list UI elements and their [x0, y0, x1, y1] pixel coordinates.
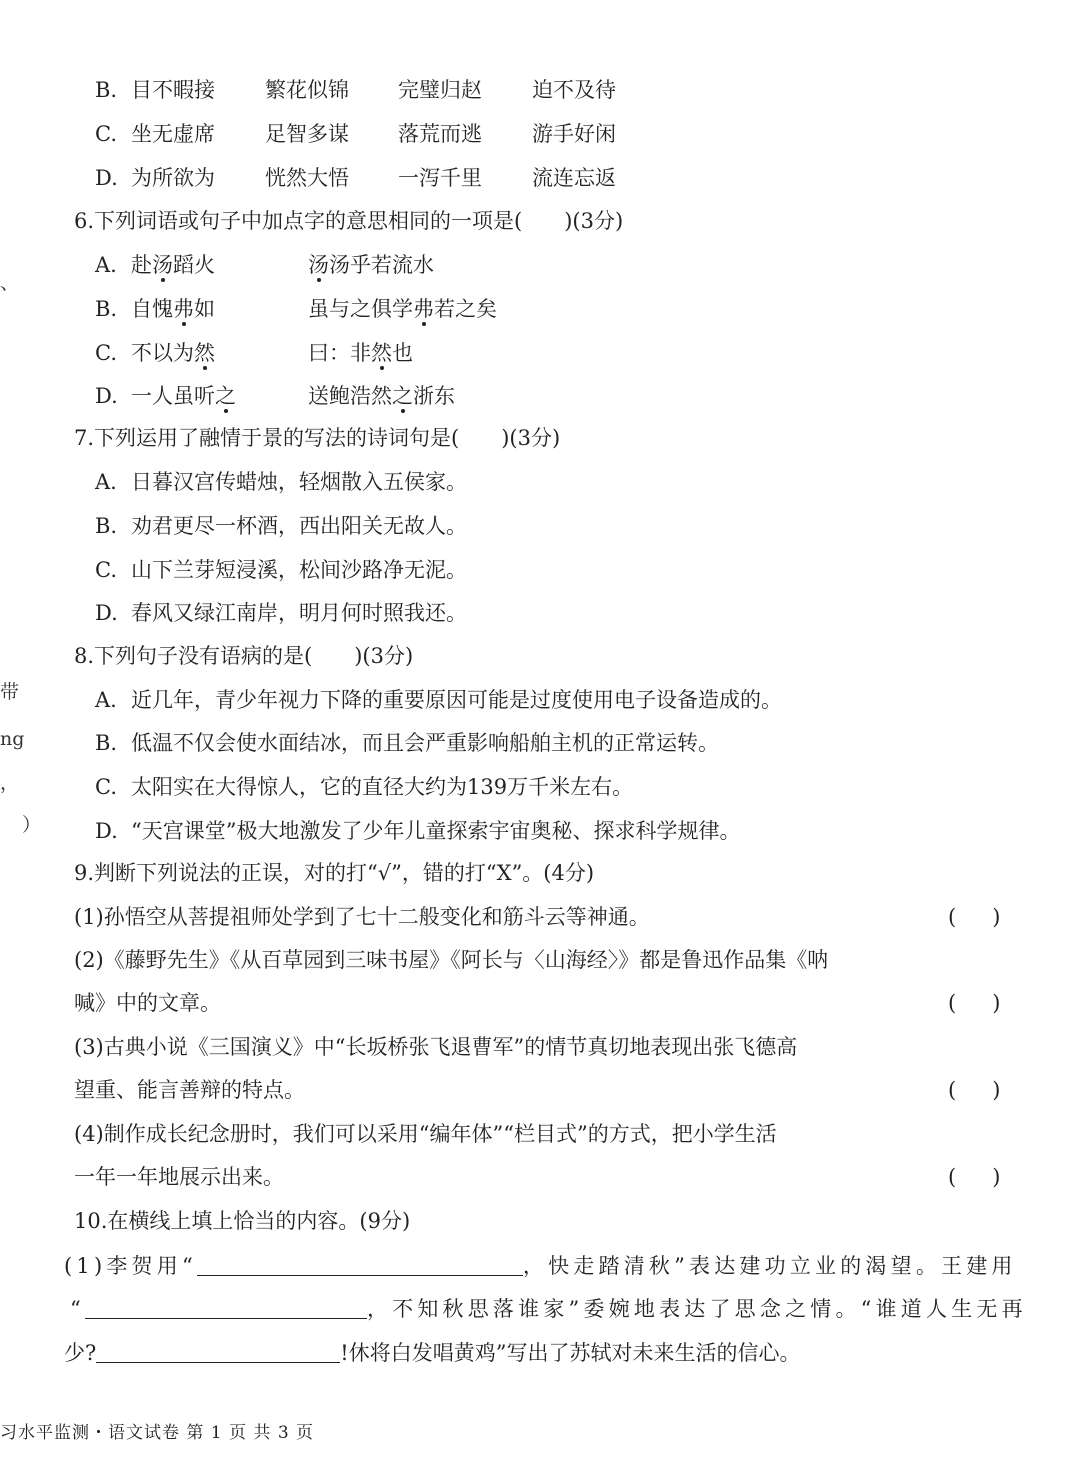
dotted-char: 弗	[413, 297, 434, 321]
option-label: B.	[95, 514, 118, 538]
option-word: 恍然大悟	[265, 166, 349, 190]
dotted-char: 然	[371, 341, 392, 365]
option-word: 落荒而逃	[398, 122, 482, 146]
text: “	[70, 1297, 85, 1321]
text: 不以为	[131, 341, 194, 365]
paren-close: )	[992, 1165, 1001, 1189]
q9-item-2-line-1: (2)《藤野先生》《从百草园到三味书屋》《阿长与〈山海经〉》都是鲁迅作品集《呐	[74, 948, 829, 972]
option-label: A.	[95, 688, 117, 712]
margin-fragment: 、	[0, 272, 20, 294]
text: 一人虽听	[131, 384, 215, 408]
q7-stem: 7.下列运用了融情于景的写法的诗词句是( )(3分)	[74, 426, 561, 450]
option-label: B.	[95, 297, 118, 321]
margin-fragment: ng	[0, 728, 25, 750]
option-label: C.	[95, 558, 117, 582]
paren-open: (	[948, 1078, 957, 1102]
q9-item-4-line-2: 一年一年地展示出来。	[74, 1165, 284, 1189]
q7-option-b	[95, 516, 467, 537]
option-word: 足智多谋	[265, 122, 349, 146]
q7-option-d	[95, 603, 467, 624]
q9-item-2-line-2: 喊》中的文章。	[74, 991, 221, 1015]
option-label: C.	[95, 775, 117, 799]
paren-close: )	[992, 1078, 1001, 1102]
q5-option-d	[95, 168, 215, 189]
dotted-char: 之	[215, 384, 236, 408]
option-word: 繁花似锦	[265, 78, 349, 102]
q6-option-d-right	[308, 386, 455, 407]
q6-option-b	[95, 299, 215, 320]
answer-paren[interactable]	[948, 1167, 1000, 1188]
q6-option-c-right	[308, 343, 413, 364]
dotted-char: 然	[194, 341, 215, 365]
fill-blank[interactable]	[197, 1255, 523, 1276]
dotted-char: 汤	[152, 253, 173, 277]
dotted-char: 弗	[173, 297, 194, 321]
option-label: D.	[95, 384, 118, 408]
option-text: 低温不仅会使水面结冰，而且会严重影响船舶主机的正常运转。	[131, 731, 719, 755]
text: 蹈火	[173, 253, 215, 277]
option-word: 目不暇接	[131, 78, 215, 102]
option-label: B.	[95, 731, 118, 755]
option-word: 完璧归赵	[398, 78, 482, 102]
option-word: 游手好闲	[532, 122, 616, 146]
q6-option-c	[95, 343, 215, 364]
option-label: C.	[95, 122, 117, 146]
q6-option-a	[95, 255, 215, 276]
option-word: 一泻千里	[398, 166, 482, 190]
option-label: B.	[95, 78, 118, 102]
text: 若之矣	[434, 297, 497, 321]
fill-blank[interactable]	[85, 1298, 367, 1319]
option-label: A.	[95, 470, 117, 494]
q8-option-d	[95, 821, 740, 842]
option-label: D.	[95, 819, 118, 843]
margin-fragment: ，	[0, 772, 20, 794]
q8-stem: 8.下列句子没有语病的是( )(3分)	[74, 644, 414, 668]
option-text: 日暮汉宫传蜡烛，轻烟散入五侯家。	[131, 470, 467, 494]
text: 少?	[64, 1341, 97, 1365]
option-text: 太阳实在大得惊人，它的直径大约为139万千米左右。	[131, 775, 634, 799]
q10-line-3	[64, 1342, 800, 1364]
option-text: 山下兰芽短浸溪，松间沙路净无泥。	[131, 558, 467, 582]
q5-option-b	[95, 80, 215, 101]
q6-option-b-right	[308, 299, 497, 320]
q7-option-c	[95, 560, 467, 581]
text: 送鲍浩然	[308, 384, 392, 408]
text: !休将白发唱黄鸡”写出了苏轼对未来生活的信心。	[340, 1341, 801, 1365]
text: 浙东	[413, 384, 455, 408]
text: 也	[392, 341, 413, 365]
paren-close: )	[992, 991, 1001, 1015]
q8-option-b	[95, 733, 719, 754]
text: 虽与之俱学	[308, 297, 413, 321]
margin-fragment: ）	[22, 814, 42, 836]
margin-fragment: 带	[0, 681, 20, 703]
paren-open: (	[948, 1165, 957, 1189]
text: 汤乎若流水	[329, 253, 434, 277]
text: 赴	[131, 253, 152, 277]
option-text: 近几年，青少年视力下降的重要原因可能是过度使用电子设备造成的。	[131, 688, 782, 712]
q6-option-d	[95, 386, 236, 407]
q10-stem: 10.在横线上填上恰当的内容。(9分)	[74, 1209, 411, 1233]
dotted-char: 之	[392, 384, 413, 408]
option-word: 为所欲为	[131, 166, 215, 190]
option-label: D.	[95, 601, 118, 625]
paren-open: (	[948, 991, 957, 1015]
q10-line-1	[64, 1255, 1017, 1277]
paren-close: )	[992, 905, 1001, 929]
answer-paren[interactable]	[948, 1080, 1000, 1101]
q8-option-c	[95, 777, 633, 798]
option-label: A.	[95, 253, 117, 277]
text: 曰：非	[308, 341, 371, 365]
option-label: D.	[95, 166, 118, 190]
dotted-char: 汤	[308, 253, 329, 277]
answer-paren[interactable]	[948, 993, 1000, 1014]
q9-item-3-line-2: 望重、能言善辩的特点。	[74, 1078, 305, 1102]
q5-option-c	[95, 124, 215, 145]
q9-item-1: (1)孙悟空从菩提祖师处学到了七十二般变化和筋斗云等神通。	[74, 905, 650, 929]
option-word: 迫不及待	[532, 78, 616, 102]
option-text: 劝君更尽一杯酒，西出阳关无故人。	[131, 514, 467, 538]
text: (1)李贺用“	[64, 1254, 197, 1278]
text: ，快走踏清秋”表达建功立业的渴望。王建用	[522, 1254, 1017, 1278]
paren-open: (	[948, 905, 957, 929]
text: 自愧	[131, 297, 173, 321]
q7-option-a	[95, 472, 467, 493]
text: ，不知秋思落谁家”委婉地表达了思念之情。“谁道人生无再	[366, 1297, 1027, 1321]
option-word: 流连忘返	[532, 166, 616, 190]
text: 如	[194, 297, 215, 321]
option-text: “天宫课堂”极大地激发了少年儿童探索宇宙奥秘、探求科学规律。	[131, 819, 741, 843]
q10-line-2	[70, 1298, 1027, 1320]
option-label: C.	[95, 341, 117, 365]
q9-stem: 9.判断下列说法的正误，对的打“√”，错的打“X”。(4分)	[74, 861, 595, 885]
q9-item-3-line-1: (3)古典小说《三国演义》中“长坂桥张飞退曹军”的情节真切地表现出张飞德高	[74, 1035, 798, 1059]
page-footer: 习水平监测・语文试卷 第 1 页 共 3 页	[0, 1423, 315, 1443]
option-word: 坐无虚席	[131, 122, 215, 146]
answer-paren[interactable]	[948, 907, 1000, 928]
q6-stem: 6.下列词语或句子中加点字的意思相同的一项是( )(3分)	[74, 209, 624, 233]
q8-option-a	[95, 690, 782, 711]
option-text: 春风又绿江南岸，明月何时照我还。	[131, 601, 467, 625]
q6-option-a-right	[308, 255, 434, 276]
q9-item-4-line-1: (4)制作成长纪念册时，我们可以采用“编年体”“栏目式”的方式，把小学生活	[74, 1122, 777, 1146]
fill-blank[interactable]	[96, 1342, 340, 1363]
